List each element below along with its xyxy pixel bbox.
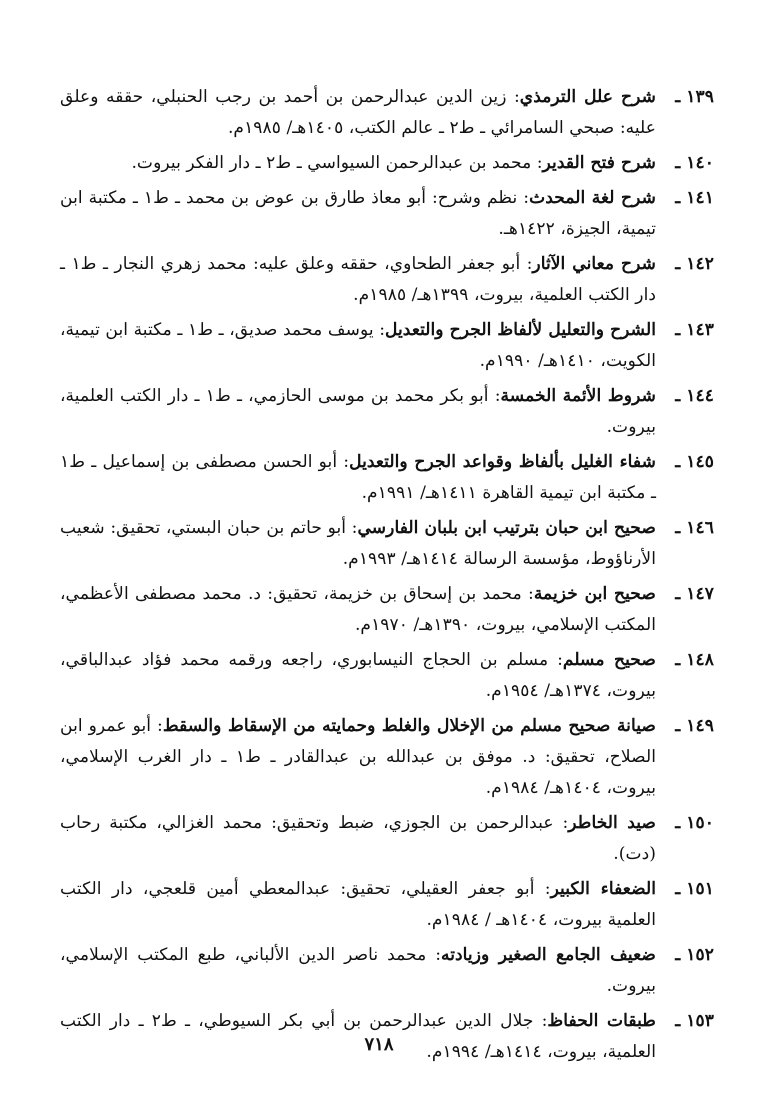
entry-number: ١٤٩ ـ: [675, 716, 714, 736]
bibliography-entry: [60, 148, 714, 179]
entry-title: طبقات الحفاظ: [547, 1011, 656, 1031]
entry-text: [60, 381, 656, 443]
entry-text: [60, 183, 656, 245]
entry-title: صحيح ابن خزيمة: [533, 584, 656, 604]
entry-number: ١٤٣ ـ: [675, 320, 714, 340]
entry-title: شروط الأئمة الخمسة: [500, 386, 656, 406]
entry-number: ١٤٥ ـ: [675, 452, 714, 472]
bibliography-entry: [60, 874, 714, 936]
bibliography-entry: [60, 645, 714, 707]
bibliography-entry: [60, 447, 714, 509]
entry-number: ١٥٠ ـ: [675, 813, 714, 833]
entry-details: : محمد بن إسحاق بن خزيمة، تحقيق: د. محمد مصطفى الأعظمي، المكتب الإسلامي، بيروت، ١٣٩٠هـ/ ١٩٧٠م.: [60, 584, 656, 635]
entry-text: [60, 874, 656, 936]
entry-number: ١٥٣ ـ: [675, 1011, 714, 1031]
entry-details: : أبو حاتم بن حبان البستي، تحقيق: شعيب الأرناؤوط، مؤسسة الرسالة ١٤١٤هـ/ ١٩٩٣م.: [60, 518, 656, 569]
entry-number: ١٤٨ ـ: [675, 650, 714, 670]
bibliography-entry: [60, 183, 714, 245]
bibliography-entry: [60, 315, 714, 377]
entry-title: ضعيف الجامع الصغير وزيادته: [441, 945, 656, 965]
bibliography-entry: [60, 82, 714, 144]
entry-title: شرح فتح القدير: [542, 153, 656, 173]
entry-title: صحيح مسلم: [562, 650, 656, 670]
bibliography-entry: [60, 579, 714, 641]
bibliography-entry: [60, 249, 714, 311]
entry-text: [60, 447, 656, 509]
entry-details: : مسلم بن الحجاج النيسابوري، راجعه ورقمه محمد فؤاد عبدالباقي، بيروت، ١٣٧٤هـ/ ١٩٥٤م.: [60, 650, 656, 701]
entry-number: ١٤٦ ـ: [675, 518, 714, 538]
bibliography-list: [60, 82, 714, 1072]
entry-title: شرح لغة المحدث: [529, 188, 657, 208]
entry-title: صيد الخاطر: [568, 813, 657, 833]
entry-details: : أبو جعفر الطحاوي، حققه وعلق عليه: محمد زهري النجار ـ ط١ ـ دار الكتب العلمية، بيروت، ١٣٩٩هـ/ ١٩٨٥م.: [60, 254, 656, 305]
entry-details: : يوسف محمد صديق، ـ ط١ ـ مكتبة ابن تيمية، الكويت، ١٤١٠هـ/ ١٩٩٠م.: [60, 320, 656, 371]
entry-title: الشرح والتعليل لألفاظ الجرح والتعديل: [385, 320, 656, 340]
bibliography-entry: [60, 711, 714, 804]
entry-details: : عبدالرحمن بن الجوزي، ضبط وتحقيق: محمد الغزالي، مكتبة رحاب (دت).: [60, 813, 656, 864]
entry-text: [60, 579, 656, 641]
entry-details: : محمد ناصر الدين الألباني، طبع المكتب الإسلامي، بيروت.: [60, 945, 656, 996]
entry-text: [60, 315, 656, 377]
entry-text: [60, 148, 656, 179]
entry-details: : أبو بكر محمد بن موسى الحازمي، ـ ط١ ـ دار الكتب العلمية، بيروت.: [60, 386, 656, 437]
entry-number: ١٥١ ـ: [675, 879, 714, 899]
entry-number: ١٥٢ ـ: [675, 945, 714, 965]
entry-details: : أبو جعفر العقيلي، تحقيق: عبدالمعطي أمين قلعجي، دار الكتب العلمية بيروت، ١٤٠٤هـ / ١٩٨٤م.: [60, 879, 656, 930]
entry-title: شفاء الغليل بألفاظ وقواعد الجرح والتعديل: [349, 452, 656, 472]
entry-title: الضعفاء الكبير: [550, 879, 656, 899]
entry-details: : جلال الدين عبدالرحمن بن أبي بكر السيوطي، ـ ط٢ ـ دار الكتب العلمية، بيروت، ١٤١٤هـ/ ١٩٩٤م.: [60, 1011, 656, 1062]
entry-details: : أبو عمرو ابن الصلاح، تحقيق: د. موفق بن عبدالله بن عبدالقادر ـ ط١ ـ دار الغرب الإسلامي، بيروت، ١٤٠٤هـ/ ١٩٨٤م.: [60, 716, 657, 798]
entry-title: صيانة صحيح مسلم من الإخلال والغلط وحمايته من الإسقاط والسقط: [162, 716, 656, 736]
entry-title: صحيح ابن حبان بترتيب ابن بلبان الفارسي: [357, 518, 656, 538]
bibliography-entry: [60, 513, 714, 575]
page-number: ٧١٨: [364, 1034, 394, 1055]
entry-number: ١٣٩ ـ: [675, 87, 714, 107]
entry-number: ١٤٧ ـ: [675, 584, 714, 604]
entry-text: [60, 808, 656, 870]
bibliography-entry: [60, 940, 714, 1002]
entry-details: : أبو الحسن مصطفى بن إسماعيل ـ ط١ ـ مكتبة ابن تيمية القاهرة ١٤١١هـ/ ١٩٩١م.: [60, 452, 656, 503]
entry-title: شرح علل الترمذي: [519, 87, 657, 107]
entry-details: : زين الدين عبدالرحمن بن أحمد بن رجب الحنبلي، حققه وعلق عليه: صبحي السامرائي ـ ط٢ ـ عالم الكتب، ١٤٠٥هـ/ ١٩٨٥م.: [60, 87, 656, 138]
entry-details: : محمد بن عبدالرحمن السيواسي ـ ط٢ ـ دار الفكر بيروت.: [131, 153, 543, 173]
entry-number: ١٤٠ ـ: [675, 153, 714, 173]
entry-text: [60, 249, 656, 311]
entry-number: ١٤١ ـ: [675, 188, 714, 208]
entry-text: [60, 513, 656, 575]
bibliography-entry: [60, 381, 714, 443]
entry-number: ١٤٤ ـ: [675, 386, 714, 406]
entry-title: شرح معاني الآثار: [532, 254, 656, 274]
entry-text: [60, 82, 656, 144]
entry-text: [60, 940, 656, 1002]
entry-text: [60, 711, 656, 804]
entry-number: ١٤٢ ـ: [675, 254, 714, 274]
bibliography-entry: [60, 808, 714, 870]
entry-text: [60, 645, 656, 707]
entry-details: : نظم وشرح: أبو معاذ طارق بن عوض بن محمد ـ ط١ ـ مكتبة ابن تيمية، الجيزة، ١٤٢٢هـ.: [60, 188, 656, 239]
